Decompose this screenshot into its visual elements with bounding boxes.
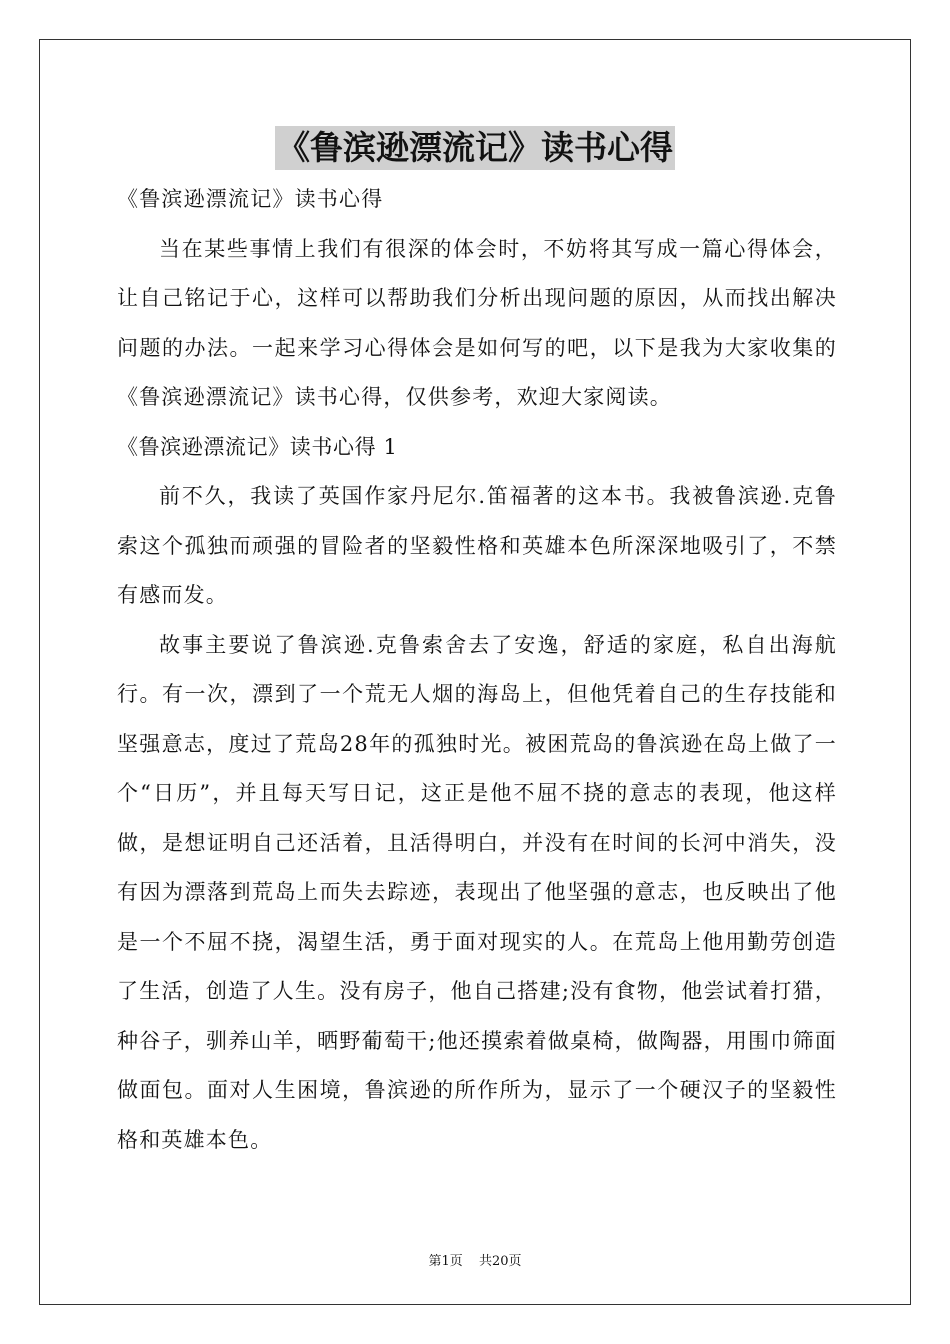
page-number-total: 共20页 [478, 1254, 522, 1269]
page-footer [0, 1250, 950, 1269]
document-subtitle: 《鲁滨逊漂流记》读书心得 [117, 187, 384, 211]
document-title: 《鲁滨逊漂流记》读书心得 [275, 126, 675, 170]
document-body [117, 175, 837, 1165]
page-number-current: 第1页 [428, 1254, 463, 1269]
intro-paragraph: 当在某些事情上我们有很深的体会时，不妨将其写成一篇心得体会，让自己铭记于心，这样可以帮助我们分析出现问题的原因，从而找出解决问题的办法。一起来学习心得体会是如何写的吧，以下是我为大家收集的《鲁滨逊漂流记》读书心得，仅供参考，欢迎大家阅读。 [117, 236, 837, 409]
section-heading: 《鲁滨逊漂流记》读书心得 1 [117, 434, 398, 459]
title-container [0, 126, 950, 170]
paragraph-1: 前不久，我读了英国作家丹尼尔.笛福著的这本书。我被鲁滨逊.克鲁索这个孤独而顽强的冒险者的坚毅性格和英雄本色所深深地吸引了，不禁有感而发。 [117, 484, 837, 607]
paragraph-2: 故事主要说了鲁滨逊.克鲁索舍去了安逸，舒适的家庭，私自出海航行。有一次，漂到了一个荒无人烟的海岛上，但他凭着自己的生存技能和坚强意志，度过了荒岛28年的孤独时光。被困荒岛的鲁滨逊在岛上做了一个“日历”，并且每天写日记，这正是他不屈不挠的意志的表现，他这样做，是想证明自己还活着，且活得明白，并没有在时间的长河中消失，没有因为漂落到荒岛上而失去踪迹，表现出了他坚强的意志，也反映出了他是一个不屈不挠，渴望生活，勇于面对现实的人。在荒岛上他用勤劳创造了生活，创造了人生。没有房子，他自己搭建;没有食物，他尝试着打猎，种谷子，驯养山羊，晒野葡萄干;他还摸索着做桌椅，做陶器，用围巾筛面做面包。面对人生困境，鲁滨逊的所作所为，显示了一个硬汉子的坚毅性格和英雄本色。 [117, 632, 837, 1152]
